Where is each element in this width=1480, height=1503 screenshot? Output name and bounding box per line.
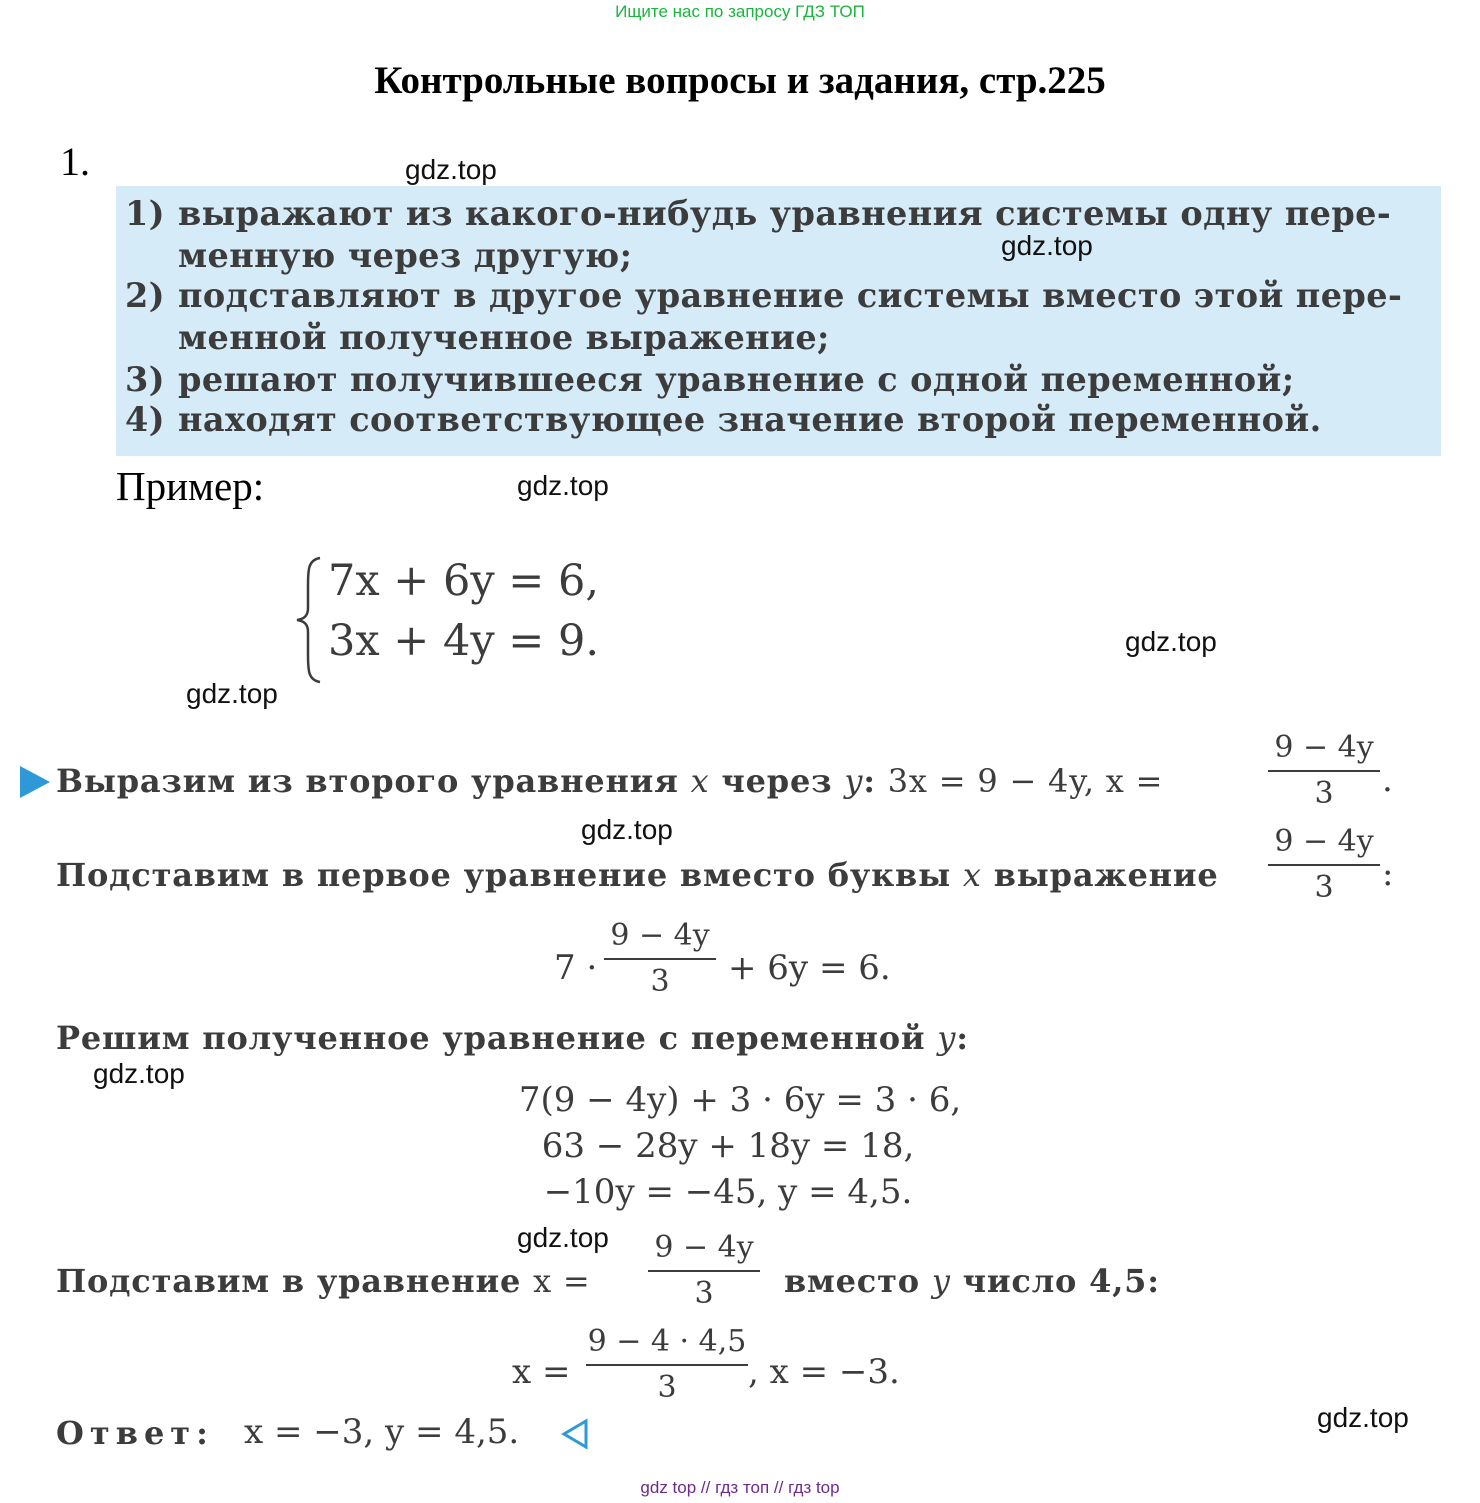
fraction: 9 − 4y 3 (1268, 730, 1380, 812)
page-title: Контрольные вопросы и задания, стр.225 (374, 59, 1106, 102)
watermark: gdz.top (581, 814, 673, 845)
watermark: gdz.top (517, 470, 609, 501)
final-left: x = (512, 1352, 571, 1392)
solution-line: 63 − 28y + 18y = 18, (541, 1126, 915, 1166)
example-label: Пример: (116, 463, 265, 509)
system-eq2: 3x + 4y = 9. (328, 616, 600, 666)
step-marker-icon (18, 764, 52, 800)
answer-label: Ответ: (56, 1414, 214, 1452)
watermark: gdz.top (186, 678, 278, 709)
rule-box: 1) выражают из какого-нибудь уравнения системы одну пере- менную через другую; 2) подставляют в другое уравнение системы вместо этой пере- менной полученное выражение; 3) решают получившееся уравнение с одной переменной; 4) находят соответствующее значение второй переменной. (116, 186, 1441, 456)
system-eq1: 7x + 6y = 6, (328, 556, 600, 606)
watermark: gdz.top (93, 1058, 185, 1089)
watermark: gdz.top (1001, 230, 1093, 261)
rule-item: 1) выражают из какого-нибудь уравнения системы одну пере- (125, 194, 1392, 233)
watermark: gdz.top (1125, 626, 1217, 657)
watermark: gdz.top (1317, 1402, 1409, 1433)
step1-line: Выразим из второго уравнения x через y: 3x = 9 − 4y, x = (56, 762, 1164, 800)
watermark: gdz.top (405, 154, 497, 185)
solution-line: −10y = −45, y = 4,5. (543, 1172, 913, 1212)
fraction: 9 − 4y 3 (1268, 824, 1380, 906)
system-brace (294, 556, 324, 684)
fraction: 9 − 4 · 4,5 3 (587, 1324, 747, 1405)
period: . (1382, 760, 1393, 800)
eq-sub-left: 7 · (554, 948, 598, 988)
final-right: , x = −3. (748, 1352, 900, 1392)
fraction: 9 − 4y 3 (604, 918, 716, 1000)
step2-line: Подставим в первое уравнение вместо буквы x выражение (56, 856, 1219, 894)
solution-line: 7(9 − 4y) + 3 · 6y = 3 · 6, (518, 1080, 962, 1120)
step3-line: Решим полученное уравнение с переменной y: (56, 1019, 969, 1057)
colon: : (1382, 854, 1394, 894)
task-number: 1. (60, 139, 90, 184)
step4-tail: вместо y число 4,5: (784, 1262, 1160, 1300)
answer-value: x = −3, y = 4,5. (244, 1412, 520, 1452)
footer-links[interactable]: gdz top // гдз топ // гдз top (640, 1478, 840, 1497)
step4-line: Подставим в уравнение x = (56, 1262, 591, 1300)
watermark: gdz.top (517, 1222, 609, 1253)
end-marker-icon (560, 1418, 590, 1450)
eq-sub-right: + 6y = 6. (728, 948, 891, 988)
search-hint[interactable]: Ищите нас по запросу ГДЗ ТОП (615, 2, 865, 21)
fraction: 9 − 4y 3 (648, 1230, 760, 1312)
